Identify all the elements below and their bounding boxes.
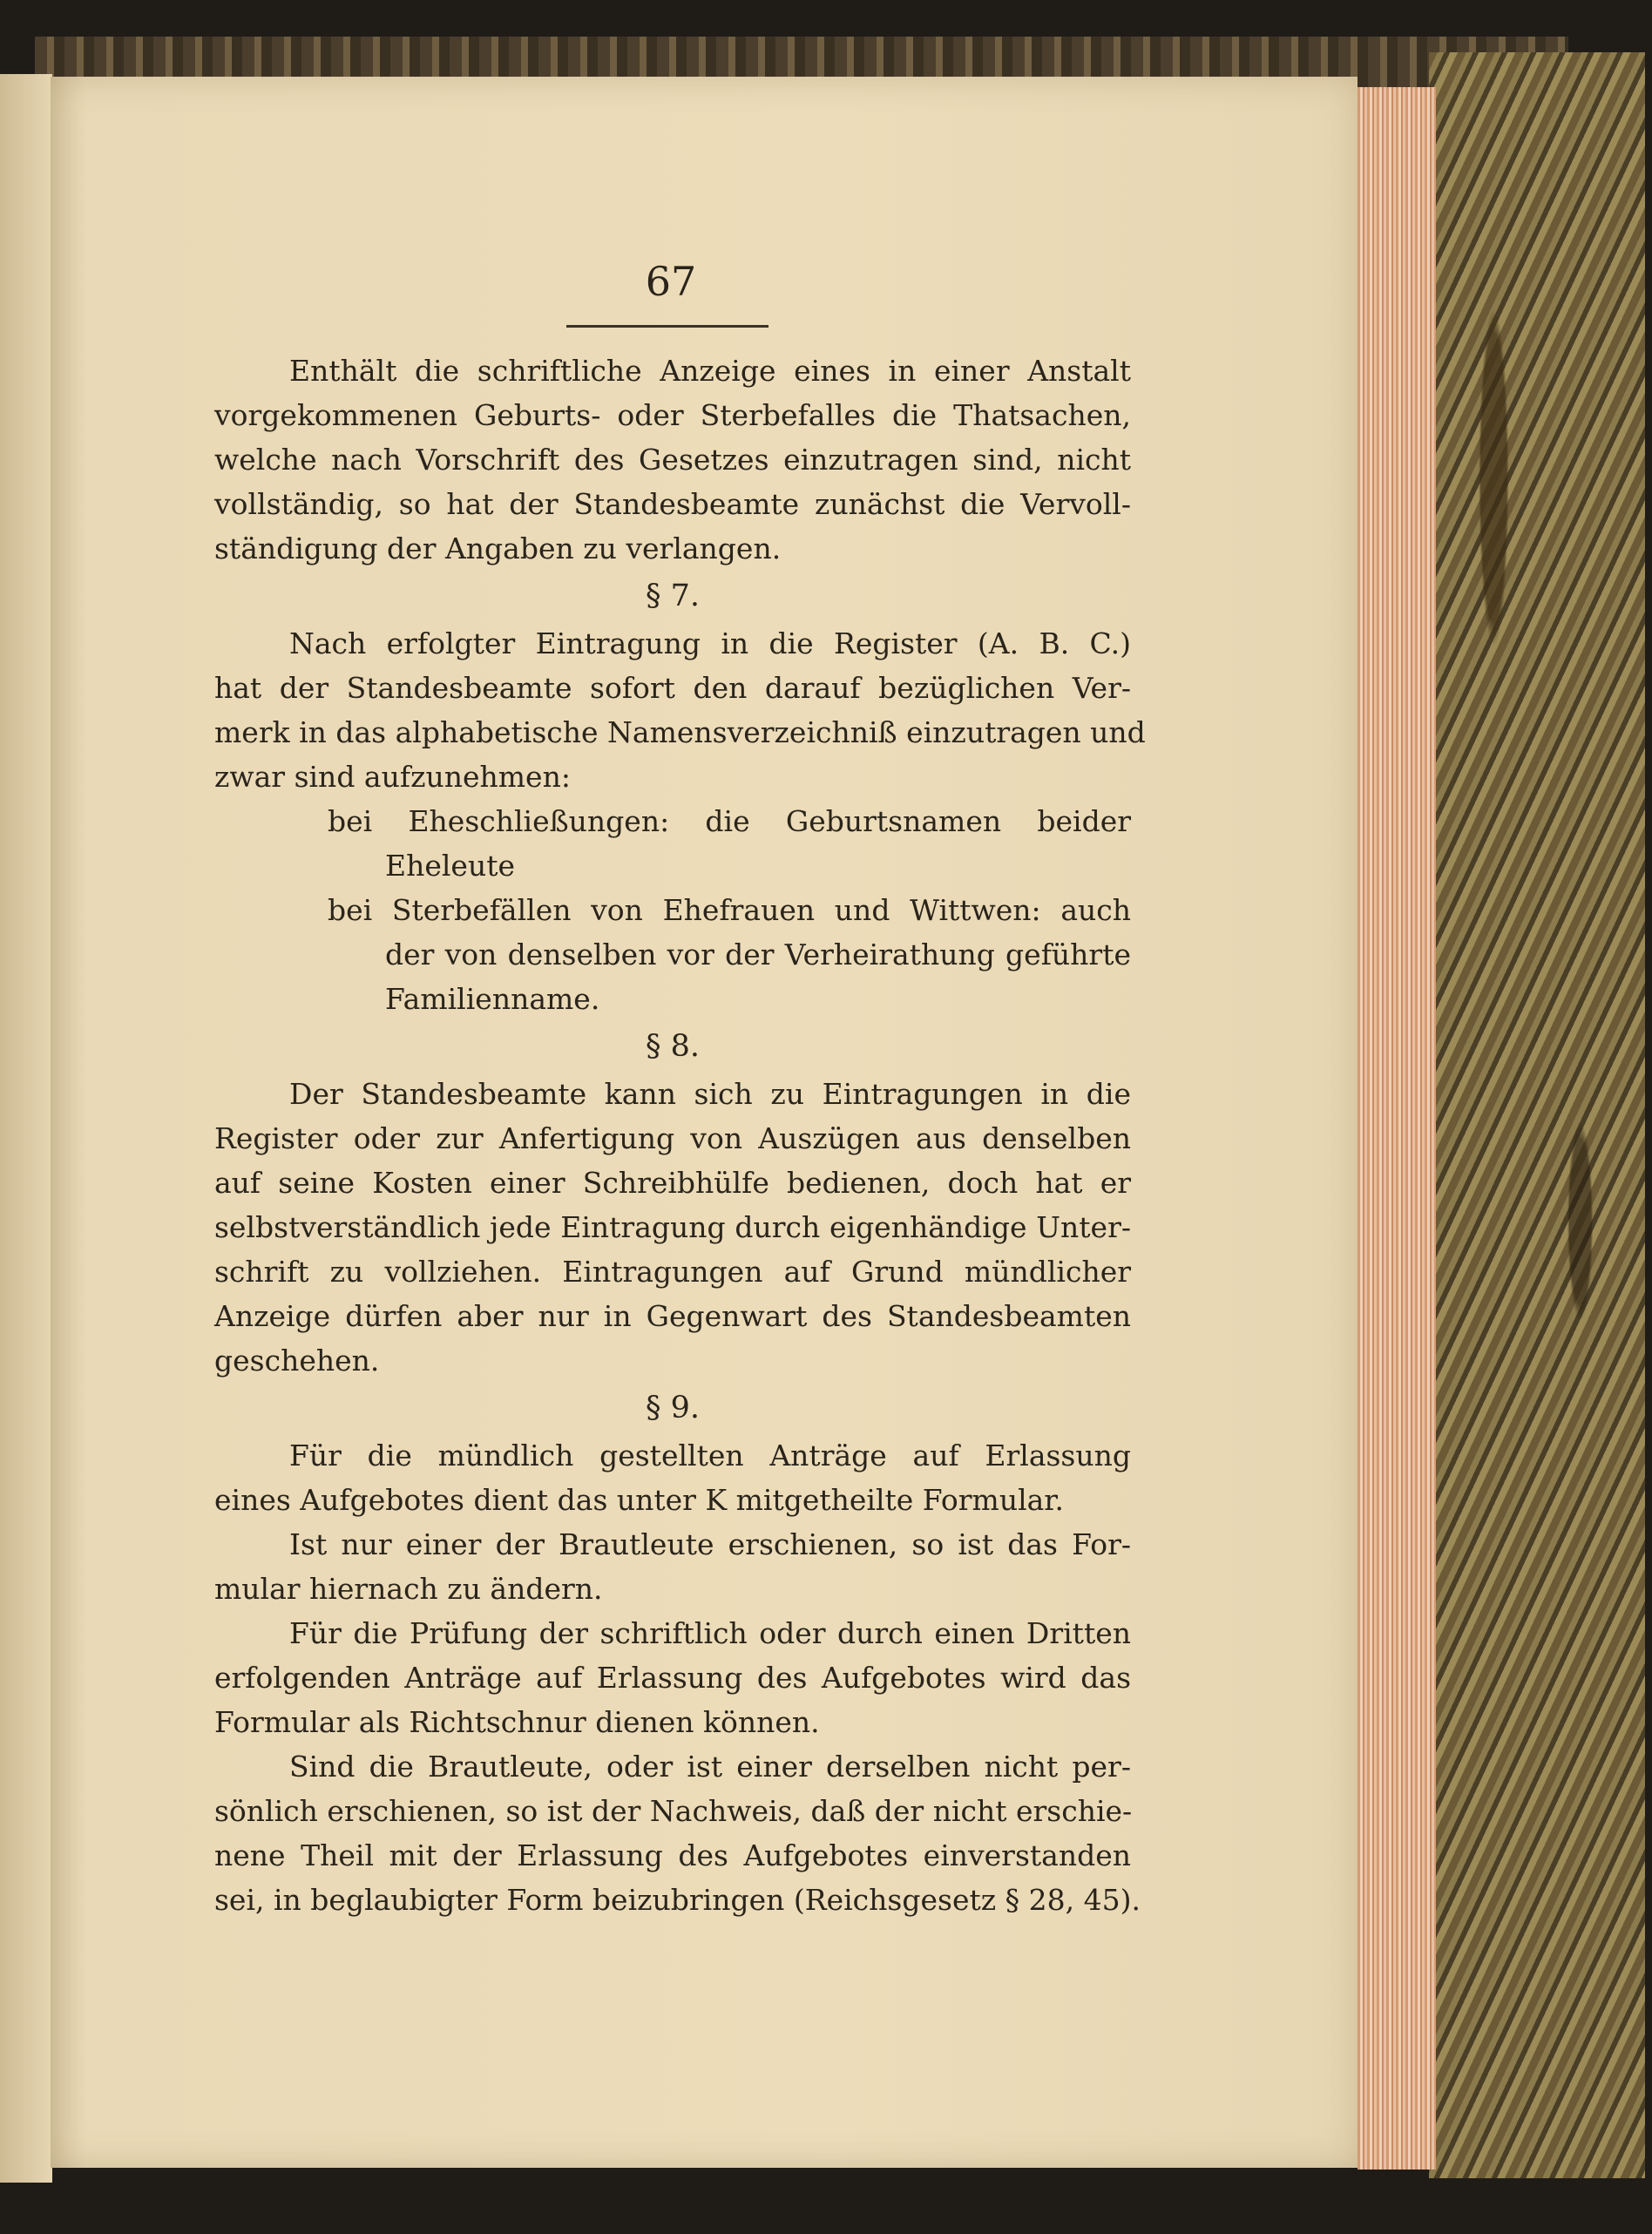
page-text [214, 349, 1146, 1922]
marbled-cover [1429, 52, 1645, 2178]
text-line: zwar sind aufzunehmen: [214, 760, 571, 794]
text-line: erfolgenden Anträge auf Erlassung des Aufgebotes wird das [214, 1661, 1131, 1695]
header-rule [566, 325, 768, 328]
text-line: welche nach Vorschrift des Gesetzes einzutragen sind, nicht [214, 443, 1131, 477]
text-line: sönlich erschienen, so ist der Nachweis, daß der nicht erschie- [214, 1794, 1133, 1828]
text-line: vollständig, so hat der Standesbeamte zunächst die Vervoll- [214, 487, 1131, 521]
text-line: Für die Prüfung der schriftlich oder durch einen Dritten [289, 1616, 1131, 1650]
text-line: Nach erfolgter Eintragung in die Register (A. B. C.) [289, 626, 1131, 660]
text-line: Register oder zur Anfertigung von Auszügen aus denselben [214, 1121, 1131, 1155]
text-line: vorgekommenen Geburts- oder Sterbefalles die Thatsachen, [214, 398, 1131, 432]
text-line: Anzeige dürfen aber nur in Gegenwart des Standesbeamten [214, 1299, 1131, 1333]
text-line: schrift zu vollziehen. Eintragungen auf Grund mündlicher [214, 1255, 1131, 1289]
text-line: eines Aufgebotes dient das unter K mitgetheilte Formular. [214, 1483, 1064, 1517]
text-line: Familienname. [385, 982, 600, 1016]
text-line: Ist nur einer der Brautleute erschienen, so ist das For- [289, 1527, 1131, 1561]
text-line: mular hiernach zu ändern. [214, 1572, 603, 1606]
text-line: bei Eheschließungen: die Geburtsnamen beider [328, 804, 1131, 838]
text-line: Formular als Richtschnur dienen können. [214, 1705, 820, 1739]
text-line: ständigung der Angaben zu verlangen. [214, 531, 782, 565]
text-line: selbstverständlich jede Eintragung durch eigenhändige Unter- [214, 1210, 1131, 1244]
text-line: der von denselben vor der Verheirathung geführte [385, 938, 1131, 971]
text-line: Enthält die schriftliche Anzeige eines in einer Anstalt [289, 354, 1131, 388]
text-line: sei, in beglaubigter Form beizubringen (Reichsgesetz § 28, 45). [214, 1883, 1141, 1917]
left-page-edge [0, 74, 52, 2183]
text-line: auf seine Kosten einer Schreibhülfe bedienen, doch hat er [214, 1166, 1131, 1200]
text-line: bei Sterbefällen von Ehefrauen und Wittwen: auch [328, 893, 1131, 927]
section-heading-7: § 7. [645, 579, 701, 613]
text-line: Für die mündlich gestellten Anträge auf Erlassung [289, 1439, 1131, 1472]
text-line: merk in das alphabetische Namensverzeichniß einzutragen und [214, 715, 1146, 749]
text-line: nene Theil mit der Erlassung des Aufgebotes einverstanden [214, 1838, 1131, 1872]
text-line: hat der Standesbeamte sofort den darauf bezüglichen Ver- [214, 671, 1131, 705]
section-heading-9: § 9. [645, 1391, 701, 1425]
text-line: Der Standesbeamte kann sich zu Eintragungen in die [289, 1077, 1131, 1111]
page-edges [1357, 87, 1436, 2170]
text-line: Eheleute [385, 849, 515, 883]
text-line: Sind die Brautleute, oder ist einer derselben nicht per- [289, 1750, 1131, 1784]
text-line: geschehen. [214, 1344, 380, 1378]
section-heading-8: § 8. [645, 1029, 701, 1064]
page-number: 67 [645, 258, 697, 305]
